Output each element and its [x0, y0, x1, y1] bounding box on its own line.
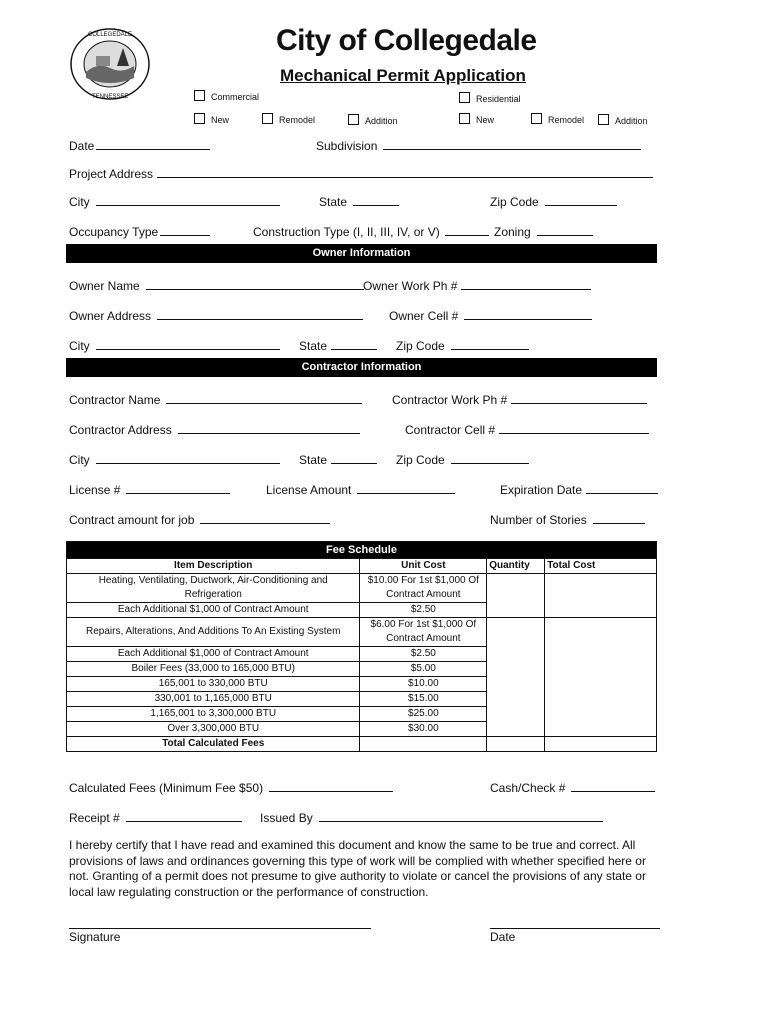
column-header-total-cost: Total Cost	[545, 559, 657, 574]
calculated-fees-field[interactable]	[69, 780, 393, 795]
contractor-cell-field[interactable]	[405, 422, 649, 437]
signature-date-line[interactable]	[490, 928, 660, 929]
project-city-field[interactable]	[69, 194, 280, 209]
page-title: City of Collegedale	[276, 24, 537, 57]
contractor-city-field[interactable]	[69, 452, 280, 467]
contract-amount-field[interactable]	[69, 512, 330, 527]
residential-label: Residential	[476, 94, 521, 104]
item-description-cell: Over 3,300,000 BTU	[67, 722, 360, 737]
owner-cell-label: Owner Cell #	[389, 309, 459, 323]
city-label: City	[69, 195, 90, 209]
total-cost-cell[interactable]	[545, 737, 657, 752]
signature-date-label: Date	[490, 930, 516, 944]
calculated-fees-label: Calculated Fees (Minimum Fee $50)	[69, 781, 264, 795]
owner-work-phone-field[interactable]	[363, 278, 591, 293]
column-header-quantity: Quantity	[487, 559, 545, 574]
unit-cost-cell: $6.00 For 1st $1,000 Of Contract Amount	[360, 618, 487, 647]
issued-by-label: Issued By	[260, 811, 313, 825]
contractor-name-field[interactable]	[69, 392, 362, 407]
date-label: Date	[69, 139, 95, 153]
unit-cost-cell: $5.00	[360, 662, 487, 677]
expiration-date-field[interactable]	[500, 482, 658, 497]
contractor-address-label: Contractor Address	[69, 423, 172, 437]
date-field[interactable]	[69, 138, 210, 153]
receipt-number-label: Receipt #	[69, 811, 120, 825]
owner-zip-field[interactable]	[396, 338, 529, 353]
project-zip-field[interactable]	[490, 194, 617, 209]
quantity-input-cell[interactable]	[487, 574, 545, 618]
owner-address-field[interactable]	[69, 308, 363, 323]
cash-check-label: Cash/Check #	[490, 781, 566, 795]
commercial-new-checkbox[interactable]	[194, 113, 205, 124]
contractor-state-label: State	[299, 453, 328, 467]
item-description-cell: Heating, Ventilating, Ductwork, Air-Conditioning and Refrigeration	[67, 574, 360, 603]
project-state-field[interactable]	[319, 194, 399, 209]
unit-cost-cell: $10.00	[360, 677, 487, 692]
owner-section-header: Owner Information	[66, 244, 657, 263]
receipt-number-field[interactable]	[69, 810, 242, 825]
table-row	[67, 574, 657, 603]
license-amount-label: License Amount	[266, 483, 352, 497]
zoning-field[interactable]	[494, 224, 593, 239]
contractor-section-header: Contractor Information	[66, 358, 657, 377]
item-description-cell: Each Additional $1,000 of Contract Amount	[67, 647, 360, 662]
total-calculated-fees-label: Total Calculated Fees	[67, 737, 360, 752]
item-description-cell: 1,165,001 to 3,300,000 BTU	[67, 707, 360, 722]
item-description-cell: Boiler Fees (33,000 to 165,000 BTU)	[67, 662, 360, 677]
contractor-name-label: Contractor Name	[69, 393, 161, 407]
signature-line[interactable]	[69, 928, 371, 929]
commercial-addition-label: Addition	[365, 116, 398, 126]
project-address-field[interactable]	[69, 166, 653, 181]
fee-schedule-header: Fee Schedule	[67, 542, 657, 559]
unit-cost-cell: $15.00	[360, 692, 487, 707]
unit-cost-cell: $2.50	[360, 603, 487, 618]
contractor-state-field[interactable]	[299, 452, 377, 467]
contractor-address-field[interactable]	[69, 422, 360, 437]
commercial-label: Commercial	[211, 92, 260, 102]
contractor-zip-field[interactable]	[396, 452, 529, 467]
owner-name-label: Owner Name	[69, 279, 140, 293]
total-cost-input-cell[interactable]	[545, 574, 657, 618]
construction-type-field[interactable]	[253, 224, 489, 239]
commercial-remodel-checkbox[interactable]	[262, 113, 273, 124]
occupancy-label: Occupancy Type	[69, 225, 159, 239]
owner-address-label: Owner Address	[69, 309, 152, 323]
total-calculated-fees-cell[interactable]	[360, 737, 487, 752]
column-header-unit-cost: Unit Cost	[360, 559, 487, 574]
item-description-cell: Each Additional $1,000 of Contract Amount	[67, 603, 360, 618]
number-of-stories-field[interactable]	[490, 512, 645, 527]
svg-text:TENNESSEE: TENNESSEE	[92, 94, 129, 100]
owner-work-phone-label: Owner Work Ph #	[363, 279, 458, 293]
total-row	[67, 737, 657, 752]
owner-cell-field[interactable]	[389, 308, 592, 323]
owner-state-label: State	[299, 339, 328, 353]
item-description-cell: 330,001 to 1,165,000 BTU	[67, 692, 360, 707]
city-seal-logo	[68, 26, 152, 102]
license-amount-field[interactable]	[266, 482, 455, 497]
contractor-zip-label: Zip Code	[396, 453, 445, 467]
column-header-item-description: Item Description	[67, 559, 360, 574]
construction-type-label: Construction Type (I, II, III, IV, or V)	[253, 225, 440, 239]
owner-zip-label: Zip Code	[396, 339, 445, 353]
license-number-label: License #	[69, 483, 121, 497]
subdivision-field[interactable]	[316, 138, 641, 153]
state-label: State	[319, 195, 348, 209]
total-cost-input-cell[interactable]	[545, 618, 657, 737]
commercial-new-label: New	[211, 115, 230, 125]
license-number-field[interactable]	[69, 482, 230, 497]
commercial-addition-checkbox[interactable]	[348, 114, 359, 125]
occupancy-type-field[interactable]	[69, 224, 210, 239]
item-description-cell: 165,001 to 330,000 BTU	[67, 677, 360, 692]
item-description-cell: Repairs, Alterations, And Additions To An Existing System	[67, 618, 360, 647]
owner-name-field[interactable]	[69, 278, 364, 293]
page-subtitle: Mechanical Permit Application	[280, 66, 526, 85]
residential-addition-checkbox[interactable]	[598, 114, 609, 125]
fee-schedule-table	[66, 541, 657, 752]
contractor-work-phone-field[interactable]	[392, 392, 647, 407]
quantity-input-cell[interactable]	[487, 618, 545, 737]
contractor-city-label: City	[69, 453, 90, 467]
contract-amount-label: Contract amount for job	[69, 513, 195, 527]
residential-checkbox[interactable]	[459, 92, 470, 103]
contractor-cell-label: Contractor Cell #	[405, 423, 496, 437]
issued-by-field[interactable]	[260, 810, 603, 825]
unit-cost-cell: $30.00	[360, 722, 487, 737]
residential-remodel-checkbox[interactable]	[531, 113, 542, 124]
unit-cost-cell: $10.00 For 1st $1,000 Of Contract Amount	[360, 574, 487, 603]
residential-new-label: New	[476, 115, 495, 125]
subdivision-label: Subdivision	[316, 139, 378, 153]
owner-city-field[interactable]	[69, 338, 280, 353]
residential-addition-label: Addition	[615, 116, 648, 126]
commercial-checkbox[interactable]	[194, 90, 205, 101]
owner-state-field[interactable]	[299, 338, 377, 353]
cash-check-field[interactable]	[490, 780, 655, 795]
residential-remodel-label: Remodel	[548, 115, 585, 125]
expiration-date-label: Expiration Date	[500, 483, 583, 497]
owner-city-label: City	[69, 339, 90, 353]
residential-new-checkbox[interactable]	[459, 113, 470, 124]
zip-label: Zip Code	[490, 195, 539, 209]
contractor-work-phone-label: Contractor Work Ph #	[392, 393, 508, 407]
total-quantity-cell[interactable]	[487, 737, 545, 752]
signature-label: Signature	[69, 930, 121, 944]
commercial-remodel-label: Remodel	[279, 115, 316, 125]
unit-cost-cell: $25.00	[360, 707, 487, 722]
zoning-label: Zoning	[494, 225, 531, 239]
number-of-stories-label: Number of Stories	[490, 513, 587, 527]
unit-cost-cell: $2.50	[360, 647, 487, 662]
seal-text: COLLEGEDALE	[88, 32, 133, 38]
project-address-label: Project Address	[69, 167, 154, 181]
table-row	[67, 618, 657, 647]
certification-statement: I hereby certify that I have read and examined this document and know the same to be true and correct. All provisions of laws and ordinances governing this type of work will be complied with whether specified here or not. Granting of a permit does not presume to give authority to violate or cancel the provisions of any state or local law regulating construction or the performance of construction.	[69, 838, 646, 899]
